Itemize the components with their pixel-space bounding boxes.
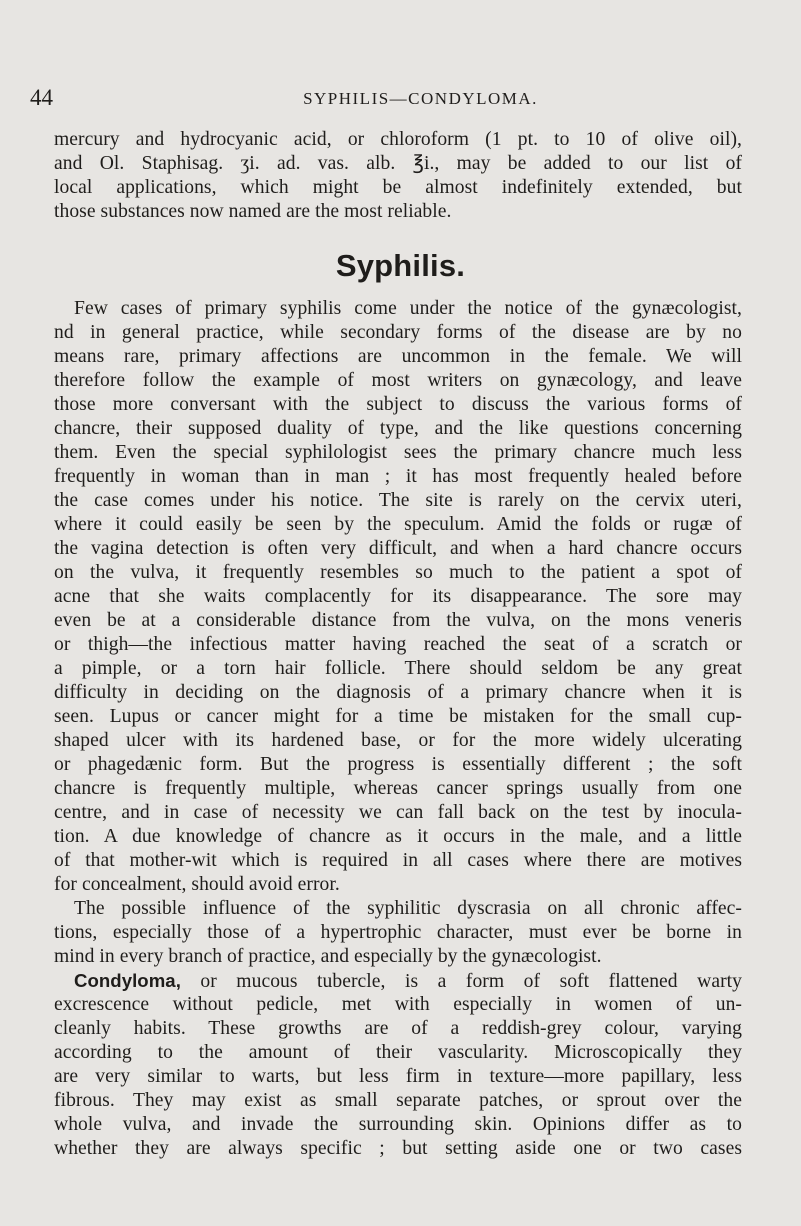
text-line: centre, and in case of necessity we can fall back on the test by inocula- bbox=[54, 802, 742, 823]
text-line: nd in general practice, while secondary forms of the disease are by no bbox=[54, 322, 742, 343]
text-line: the case comes under his notice. The site is rarely on the cervix uteri, bbox=[54, 490, 742, 511]
text-line: a pimple, or a torn hair follicle. There should seldom be any great bbox=[54, 658, 742, 679]
text-line: the vagina detection is often very difficult, and when a hard chancre occurs bbox=[54, 538, 742, 559]
text-line: difficulty in deciding on the diagnosis of a primary chancre when it is bbox=[54, 682, 742, 703]
text-line: fibrous. They may exist as small separate patches, or sprout over the bbox=[54, 1090, 742, 1111]
text-line: those substances now named are the most reliable. bbox=[54, 201, 452, 222]
text-line: shaped ulcer with its hardened base, or for the more widely ulcerating bbox=[54, 730, 742, 751]
text-line: even be at a considerable distance from the vulva, on the mons veneris bbox=[54, 610, 742, 631]
text-line: The possible influence of the syphilitic dyscrasia on all chronic affec- bbox=[74, 898, 742, 919]
page-number: 44 bbox=[30, 85, 53, 110]
text-line: those more conversant with the subject to discuss the various forms of bbox=[54, 394, 742, 415]
text-line: whether they are always specific ; but setting aside one or two cases bbox=[54, 1138, 742, 1159]
running-head: SYPHILIS—CONDYLOMA. bbox=[303, 89, 538, 108]
section-heading-syphilis: Syphilis. bbox=[335, 248, 466, 283]
text-line: excrescence without pedicle, met with especially in women of un- bbox=[54, 994, 742, 1015]
text-line: or phagedænic form. But the progress is essentially different ; the soft bbox=[54, 754, 742, 775]
text-line: seen. Lupus or cancer might for a time be mistaken for the small cup- bbox=[54, 706, 742, 727]
text-line: therefore follow the example of most writers on gynæcology, and leave bbox=[54, 370, 742, 391]
text-line: of that mother-wit which is required in all cases where there are motives bbox=[54, 850, 742, 871]
text-line: and Ol. Staphisag. ʒi. ad. vas. alb. ℥i., may be added to our list of bbox=[54, 153, 742, 174]
text-line: chancre is frequently multiple, whereas cancer springs usually from one bbox=[54, 778, 742, 799]
text-line: frequently in woman than in man ; it has most frequently healed before bbox=[54, 466, 742, 487]
text-run: or mucous tubercle, is a form of soft flattened warty bbox=[180, 971, 742, 992]
text-line: or thigh—the infectious matter having reached the seat of a scratch or bbox=[54, 634, 742, 655]
text-line: on the vulva, it frequently resembles so much to the patient a spot of bbox=[54, 562, 742, 583]
text-line: means rare, primary affections are uncommon in the female. We will bbox=[54, 346, 742, 367]
text-line: local applications, which might be almost indefinitely extended, but bbox=[54, 177, 742, 198]
term-condyloma: Condyloma, bbox=[74, 970, 181, 991]
text-line: them. Even the special syphilologist sees the primary chancre much less bbox=[54, 442, 742, 463]
text-line: whole vulva, and invade the surrounding skin. Opinions differ as to bbox=[54, 1114, 742, 1135]
text-line: Few cases of primary syphilis come under the notice of the gynæcologist, bbox=[74, 298, 742, 319]
text-line bbox=[74, 969, 742, 994]
text-line: according to the amount of their vascularity. Microscopically they bbox=[54, 1042, 742, 1063]
text-line: where it could easily be seen by the speculum. Amid the folds or rugæ of bbox=[54, 514, 742, 535]
text-line: mind in every branch of practice, and especially by the gynæcologist. bbox=[54, 946, 602, 967]
text-line: are very similar to warts, but less firm in texture—more papillary, less bbox=[54, 1066, 742, 1087]
text-line: chancre, their supposed duality of type, and the like questions concerning bbox=[54, 418, 742, 439]
text-line: tions, especially those of a hypertrophic character, must ever be borne in bbox=[54, 922, 742, 943]
text-line: cleanly habits. These growths are of a reddish-grey colour, varying bbox=[54, 1018, 742, 1039]
page-header bbox=[30, 86, 771, 110]
text-line: for concealment, should avoid error. bbox=[54, 874, 340, 895]
text-line: tion. A due knowledge of chancre as it occurs in the male, and a little bbox=[54, 826, 742, 847]
text-line: acne that she waits complacently for its disappearance. The sore may bbox=[54, 586, 742, 607]
text-line: mercury and hydrocyanic acid, or chloroform (1 pt. to 10 of olive oil), bbox=[54, 129, 742, 150]
